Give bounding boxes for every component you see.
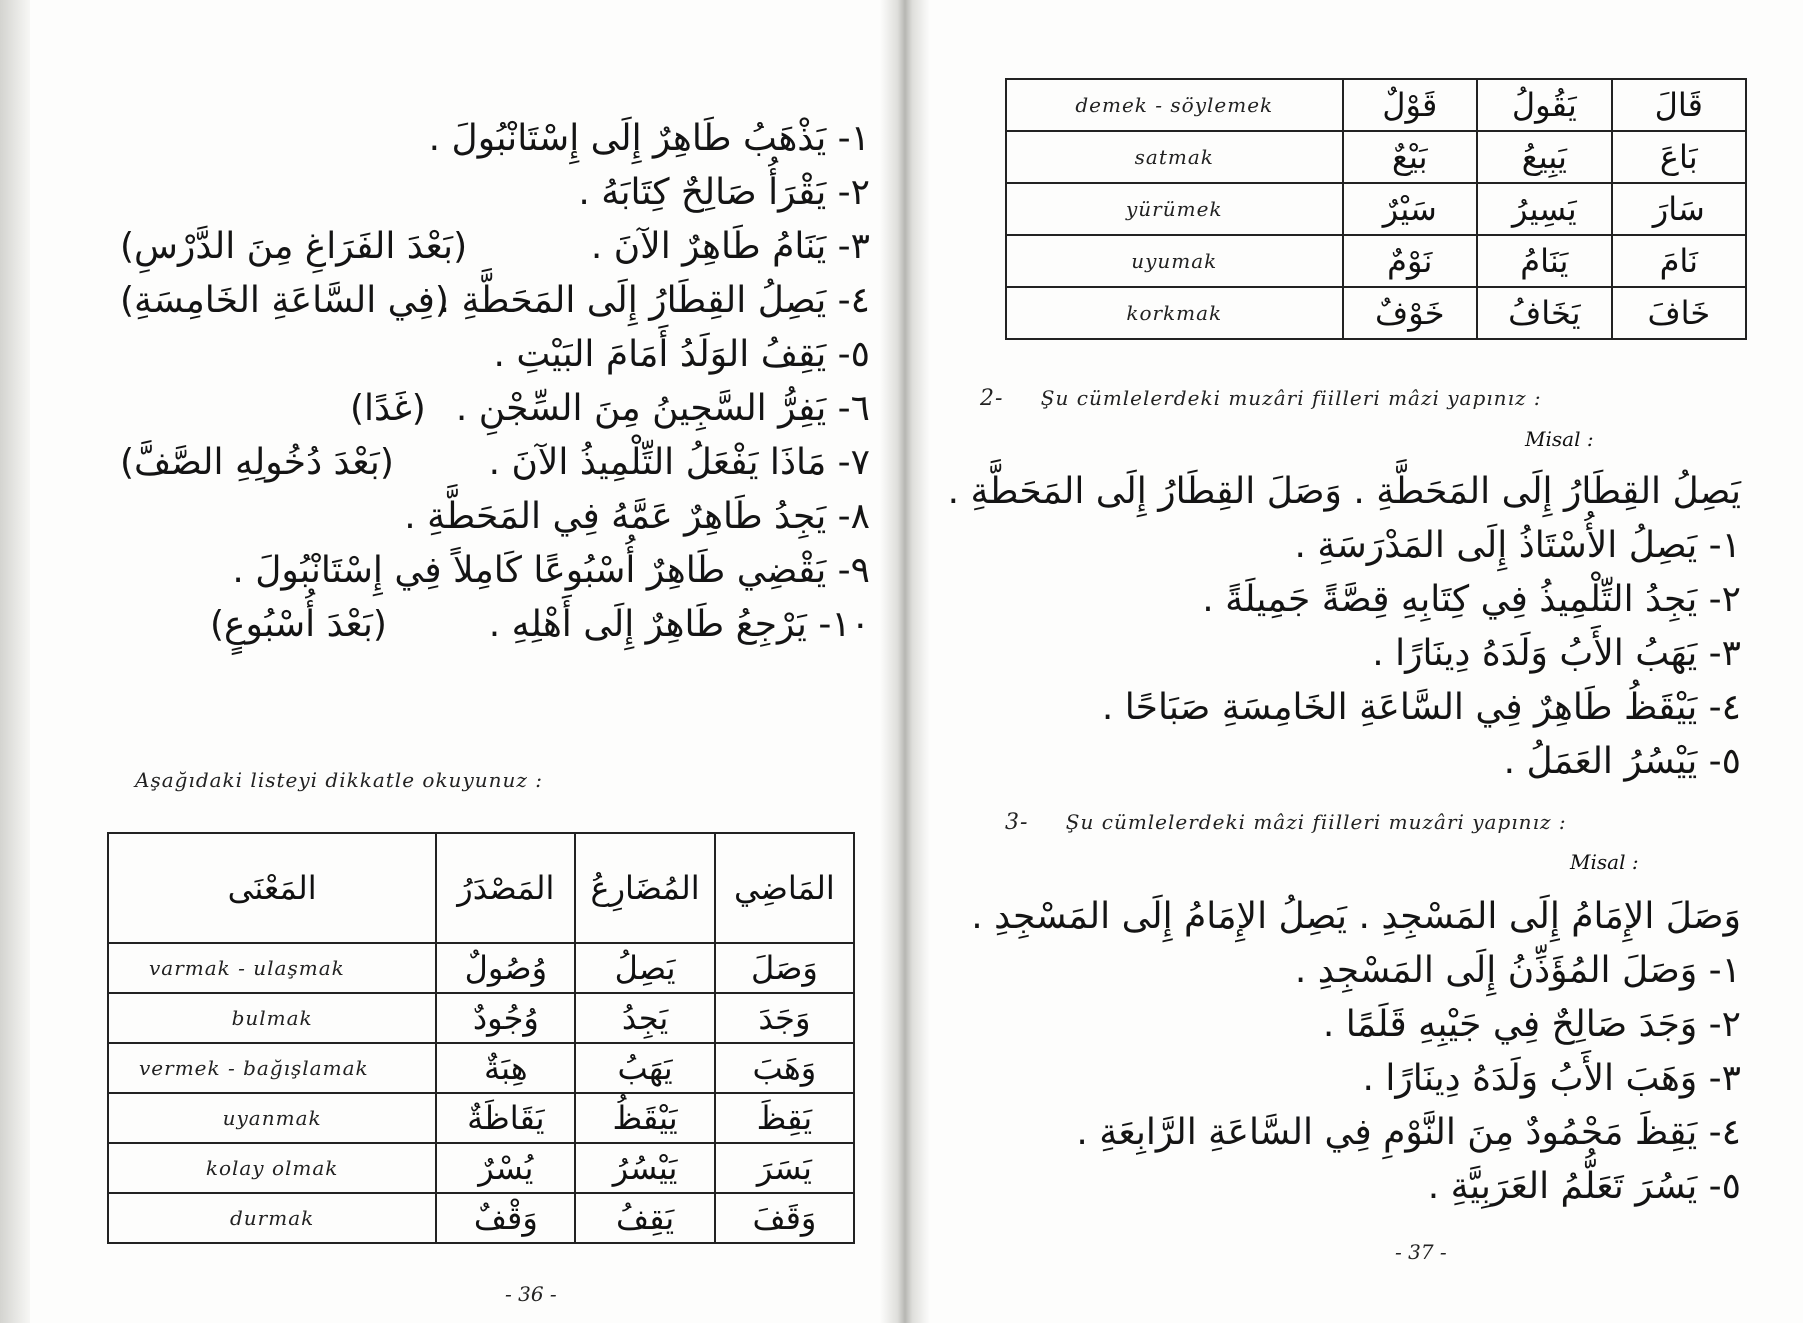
mudari-cell: يَنَامُ [1477,235,1612,287]
masdar-cell: سَيْرٌ [1343,183,1478,235]
table-header-row [108,833,854,943]
masdar-cell: وُجُودٌ [436,993,575,1043]
exercise-item: ٣- وَهَبَ الأَبُ وَلَدَهُ دِينَارًا . [1362,1058,1741,1099]
sentence-text: ٥- يَقِفُ الوَلَدُ أَمَامَ البَيْتِ . [493,334,870,375]
sentence-text: ٤- يَصِلُ القِطَارُ إِلَى المَحَطَّةِ . [438,280,870,321]
exercise-instruction: Şu cümlelerdeki mâzi fiilleri muzâri yapınız : [1065,810,1567,834]
sentence-row [110,490,870,544]
table-row [108,1093,854,1143]
masdar-cell: يَقَاظَةٌ [436,1093,575,1143]
exercise-number: 2- [980,386,1004,411]
meaning-cell: durmak [108,1193,436,1243]
table-row [1006,79,1746,131]
masdar-cell: نَوْمٌ [1343,235,1478,287]
reading-instruction: Aşağıdaki listeyi dikkatle okuyunuz : [135,768,544,792]
mudari-cell: يَقِفُ [575,1193,714,1243]
exercise-item: ٢- يَجِدُ التِّلْمِيذُ فِي كِتَابِهِ قِصَّةً جَمِيلَةً . [1202,579,1741,620]
mudari-cell: يَبِيعُ [1477,131,1612,183]
sentence-list [110,112,870,652]
verb-table [107,832,855,1244]
mudari-cell: يَخَافُ [1477,287,1612,339]
exercise-item: ١- يَصِلُ الأُسْتَاذُ إِلَى المَدْرَسَةِ . [1294,525,1741,566]
sentence-text: ٦- يَفِرُّ السَّجِينُ مِنَ السِّجْنِ . [455,388,870,429]
sentence-text: ٧- مَاذَا يَفْعَلُ التِّلْمِيذُ الآنَ . [488,442,870,483]
meaning-cell: varmak - ulaşmak [108,943,436,993]
sentence-row [110,544,870,598]
sentence-row [110,328,870,382]
sentence-text: ٣- يَنَامُ طَاهِرٌ الآنَ . [590,226,870,267]
exercise-item: ٣- يَهَبُ الأَبُ وَلَدَهُ دِينَارًا . [1372,633,1741,674]
misal-label: Misal : [1525,427,1594,451]
table-row [108,1193,854,1243]
madi-cell: يَقِظَ [715,1093,854,1143]
meaning-cell: uyanmak [108,1093,436,1143]
masdar-cell: خَوْفٌ [1343,287,1478,339]
masdar-cell: وَقْفٌ [436,1193,575,1243]
sentence-row [110,166,870,220]
sentence-row [110,598,870,652]
madi-cell: خَافَ [1612,287,1746,339]
left-page [0,0,900,1323]
exercise-item: ١- وَصَلَ المُؤَذِّنُ إِلَى المَسْجِدِ . [1294,950,1741,991]
sentence-text: ٢- يَقْرَأُ صَالِحٌ كِتَابَهُ . [578,172,870,213]
exercise-item: ٥- يَسُرَ تَعَلُّمُ العَرَبِيَّةِ . [1427,1166,1741,1207]
madi-cell: وَجَدَ [715,993,854,1043]
mudari-cell: يَيْسُرُ [575,1143,714,1193]
sentence-text: ١- يَذْهَبُ طَاهِرٌ إِلَى إِسْتَانْبُولَ . [428,118,870,159]
page-number: - 37 - [1395,1240,1447,1264]
sentence-note: (بَعْدَ أُسْبُوعٍ) [210,604,387,645]
sentence-note: (بَعْدَ دُخُولِهِ الصَّفَّ) [120,442,394,483]
masdar-cell: قَوْلٌ [1343,79,1478,131]
madi-cell: بَاعَ [1612,131,1746,183]
madi-cell: نَامَ [1612,235,1746,287]
exercise-instruction: Şu cümlelerdeki muzâri fiilleri mâzi yapınız : [1040,386,1542,410]
exercise-number: 3- [1005,810,1029,835]
table-row [108,1043,854,1093]
meaning-cell: satmak [1006,131,1343,183]
page-edge-shadow [0,0,30,1323]
meaning-cell: demek - söylemek [1006,79,1343,131]
table-row [108,993,854,1043]
masdar-cell: وُصُولٌ [436,943,575,993]
exercise-item: ٥- يَيْسُرُ العَمَلُ . [1503,741,1741,782]
exercise-3-block [941,890,1741,1214]
sentence-row [110,274,870,328]
exercise-item: ٤- يَقِظَ مَحْمُودٌ مِنَ النَّوْمِ فِي السَّاعَةِ الرَّابِعَةِ . [1076,1112,1741,1153]
meaning-cell: yürümek [1006,183,1343,235]
right-page [900,0,1803,1323]
sentence-text: ١٠- يَرْجِعُ طَاهِرٌ إِلَى أَهْلِهِ . [488,604,870,645]
masdar-cell: هِبَةٌ [436,1043,575,1093]
mudari-cell: يَقُولُ [1477,79,1612,131]
misal-label: Misal : [1570,850,1639,874]
header-meaning: المَعْنَى [108,833,436,943]
exercise-item: ٤- يَيْقَظُ طَاهِرٌ فِي السَّاعَةِ الخَامِسَةِ صَبَاحًا . [1101,687,1741,728]
table-row [1006,235,1746,287]
madi-cell: قَالَ [1612,79,1746,131]
exercise-2-block [941,465,1741,789]
exercise-example: وَصَلَ الإِمَامُ إِلَى المَسْجِدِ . يَصِلُ الإِمَامُ إِلَى المَسْجِدِ . [971,896,1741,937]
exercise-3-heading [1005,810,1567,835]
madi-cell: وَهَبَ [715,1043,854,1093]
madi-cell: يَسَرَ [715,1143,854,1193]
meaning-cell: kolay olmak [108,1143,436,1193]
header-madi: المَاضِي [715,833,854,943]
meaning-cell: uyumak [1006,235,1343,287]
table-row [108,943,854,993]
sentence-note: (غَدًا) [350,388,426,429]
madi-cell: وَقَفَ [715,1193,854,1243]
exercise-item: ٢- وَجَدَ صَالِحٌ فِي جَيْبِهِ قَلَمًا . [1322,1004,1741,1045]
table-row [1006,287,1746,339]
sentence-row [110,382,870,436]
sentence-text: ٩- يَقْضِي طَاهِرٌ أُسْبُوعًا كَامِلاً فِي إِسْتَانْبُولَ . [232,550,870,591]
sentence-row [110,112,870,166]
exercise-example: يَصِلُ القِطَارُ إِلَى المَحَطَّةِ . وَصَلَ القِطَارُ إِلَى المَحَطَّةِ . [947,471,1741,512]
sentence-text: ٨- يَجِدُ طَاهِرٌ عَمَّهُ فِي المَحَطَّةِ . [404,496,870,537]
mudari-cell: يَجِدُ [575,993,714,1043]
header-masdar: المَصْدَرُ [436,833,575,943]
madi-cell: سَارَ [1612,183,1746,235]
header-mudari: المُضَارِعُ [575,833,714,943]
meaning-cell: bulmak [108,993,436,1043]
table-row [108,1143,854,1193]
page-number: - 36 - [505,1282,557,1306]
masdar-cell: يُسْرٌ [436,1143,575,1193]
mudari-cell: يَسِيرُ [1477,183,1612,235]
masdar-cell: بَيْعٌ [1343,131,1478,183]
verb-table [1005,78,1747,340]
table-row [1006,183,1746,235]
sentence-row [110,436,870,490]
sentence-row [110,220,870,274]
sentence-note: (بَعْدَ الفَرَاغِ مِنَ الدَّرْسِ) [120,226,468,267]
meaning-cell: vermek - bağışlamak [108,1043,436,1093]
book-gutter [880,0,930,1323]
mudari-cell: يَهَبُ [575,1043,714,1093]
mudari-cell: يَصِلُ [575,943,714,993]
sentence-note: (فِي السَّاعَةِ الخَامِسَةِ) [120,280,449,321]
exercise-2-heading [980,386,1542,411]
mudari-cell: يَيْقَظُ [575,1093,714,1143]
table-row [1006,131,1746,183]
madi-cell: وَصَلَ [715,943,854,993]
meaning-cell: korkmak [1006,287,1343,339]
